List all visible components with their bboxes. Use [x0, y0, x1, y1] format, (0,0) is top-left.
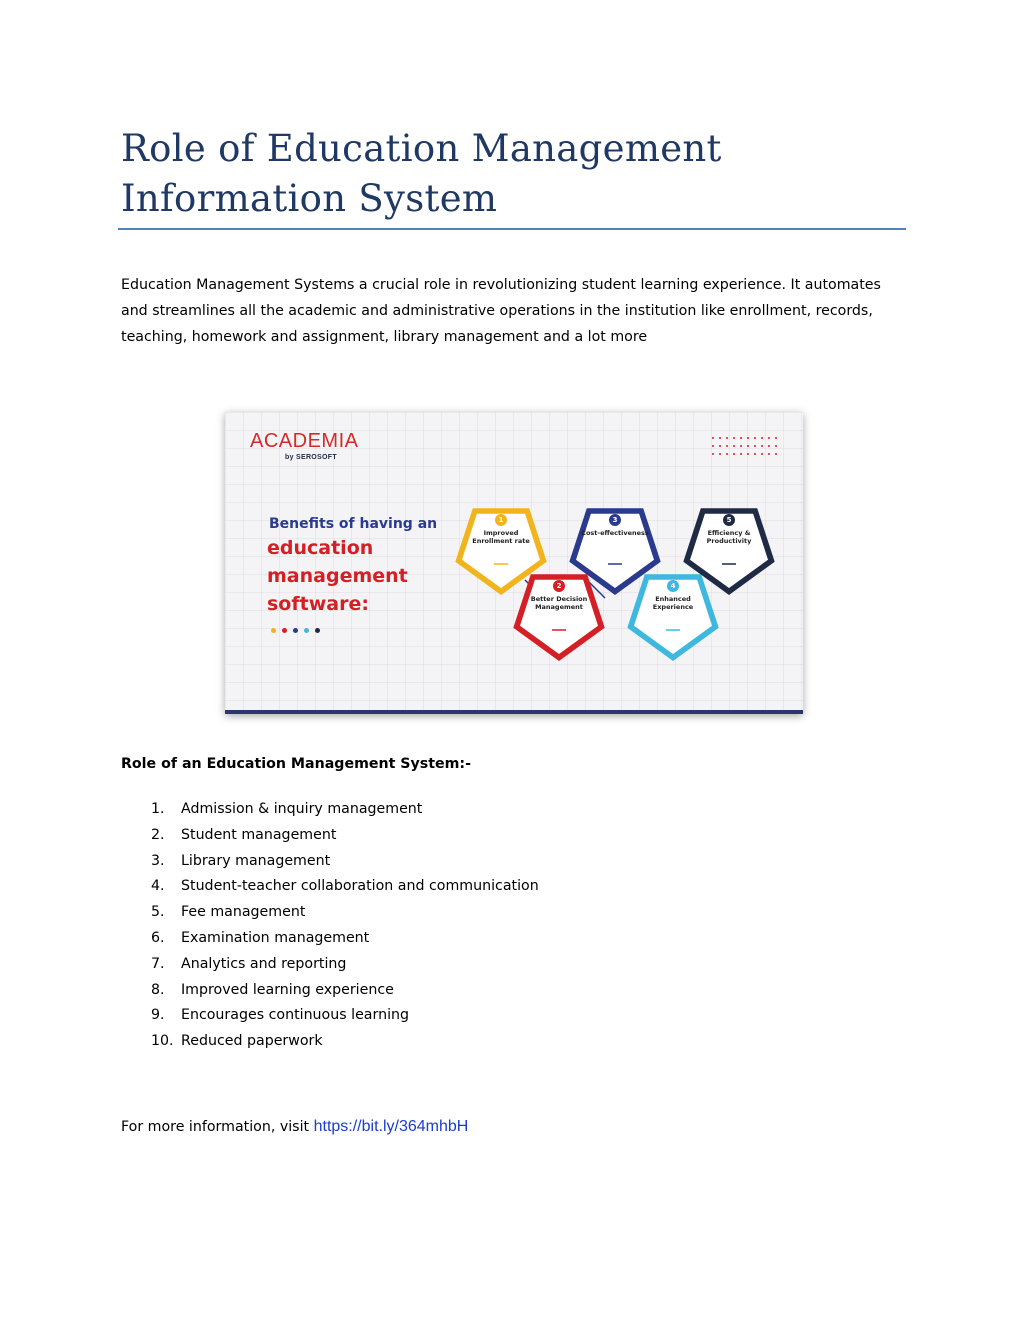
benefit-number-badge: 4	[667, 580, 679, 592]
benefit-label: Efficiency & Productivity	[706, 529, 752, 545]
grid-dot	[747, 445, 749, 447]
list-item-text: Encourages continuous learning	[181, 1007, 410, 1024]
list-item-text: Student management	[181, 826, 337, 843]
intro-paragraph: Education Management Systems a crucial role in revolutionizing student learning experience. It automates and streamlines all the academic and administrative operations in the institution like enrollment, records, teaching, homework and assignment, library management and a lot more	[121, 277, 881, 345]
grid-dot	[747, 453, 749, 455]
grid-dot	[761, 437, 763, 439]
benefit-label: Enhanced Experience	[652, 595, 694, 611]
grid-dot	[726, 453, 728, 455]
benefit-label: Improved Enrollment rate	[472, 529, 530, 545]
grid-dot	[754, 453, 756, 455]
grid-dot	[733, 453, 735, 455]
grid-dot	[726, 445, 728, 447]
grid-dot	[747, 437, 749, 439]
grid-dot	[775, 437, 777, 439]
grid-dot	[740, 445, 742, 447]
list-item-text: Student-teacher collaboration and communication	[181, 878, 539, 895]
list-item-number: 2.	[151, 826, 165, 843]
title-underline	[118, 228, 906, 230]
benefit-number-badge: 1	[495, 514, 507, 526]
color-dot	[304, 628, 309, 633]
grid-dot	[775, 453, 777, 455]
academia-logo: ACADEMIA	[250, 430, 359, 452]
grid-dot	[768, 445, 770, 447]
grid-dot	[754, 437, 756, 439]
page-title: Role of Education Management Information System	[121, 127, 722, 220]
benefit-label: Better Decision Management	[530, 595, 588, 611]
color-dots	[271, 628, 320, 633]
list-item-number: 3.	[151, 852, 165, 869]
grid-dot	[775, 445, 777, 447]
infographic-heading-line1: Benefits of having an	[269, 516, 438, 532]
grid-dot	[712, 437, 714, 439]
grid-dot	[740, 453, 742, 455]
grid-dot	[719, 445, 721, 447]
color-dot	[293, 628, 298, 633]
list-item-text: Reduced paperwork	[181, 1033, 323, 1050]
list-item-number: 6.	[151, 929, 165, 946]
grid-dot	[712, 453, 714, 455]
benefit-label: Cost-effectiveness	[581, 529, 649, 537]
color-dot	[282, 628, 287, 633]
list-item-number: 9.	[151, 1007, 165, 1024]
more-info-link[interactable]: https://bit.ly/364mhbH	[313, 1118, 469, 1135]
benefit-number-badge: 5	[723, 514, 735, 526]
benefit-number-badge: 3	[609, 514, 621, 526]
grid-dot	[719, 437, 721, 439]
grid-dot	[768, 453, 770, 455]
list-item-number: 4.	[151, 878, 165, 895]
list-item-text: Fee management	[181, 904, 306, 921]
list-item-number: 8.	[151, 981, 165, 998]
grid-dot	[740, 437, 742, 439]
infographic-heading-line2: education management software:	[267, 537, 408, 615]
list-item-number: 10.	[151, 1033, 174, 1050]
list-item-text: Admission & inquiry management	[181, 801, 423, 817]
grid-dot	[733, 445, 735, 447]
grid-dot	[726, 437, 728, 439]
color-dot	[271, 628, 276, 633]
list-item-number: 5.	[151, 904, 165, 921]
grid-dot	[754, 445, 756, 447]
list-item-number: 7.	[151, 955, 165, 972]
grid-dot	[761, 445, 763, 447]
list-item-text: Library management	[181, 852, 331, 869]
list-item-number: 1.	[151, 801, 165, 817]
decorative-dot-grid	[712, 437, 777, 455]
color-dot	[315, 628, 320, 633]
grid-dot	[768, 437, 770, 439]
grid-dot	[712, 445, 714, 447]
figure-bottom-bar	[225, 710, 803, 714]
benefit-number-badge: 2	[553, 580, 565, 592]
grid-dot	[719, 453, 721, 455]
benefits-infographic	[225, 412, 803, 714]
list-item-text: Improved learning experience	[181, 981, 394, 998]
footer-text: For more information, visit	[121, 1119, 310, 1135]
roles-heading: Role of an Education Management System:-	[121, 756, 471, 772]
list-item-text: Examination management	[181, 929, 370, 946]
list-item-text: Analytics and reporting	[181, 955, 347, 972]
logo-subtitle: by SEROSOFT	[285, 454, 337, 461]
grid-dot	[761, 453, 763, 455]
grid-dot	[733, 437, 735, 439]
footer-line	[121, 1116, 468, 1138]
